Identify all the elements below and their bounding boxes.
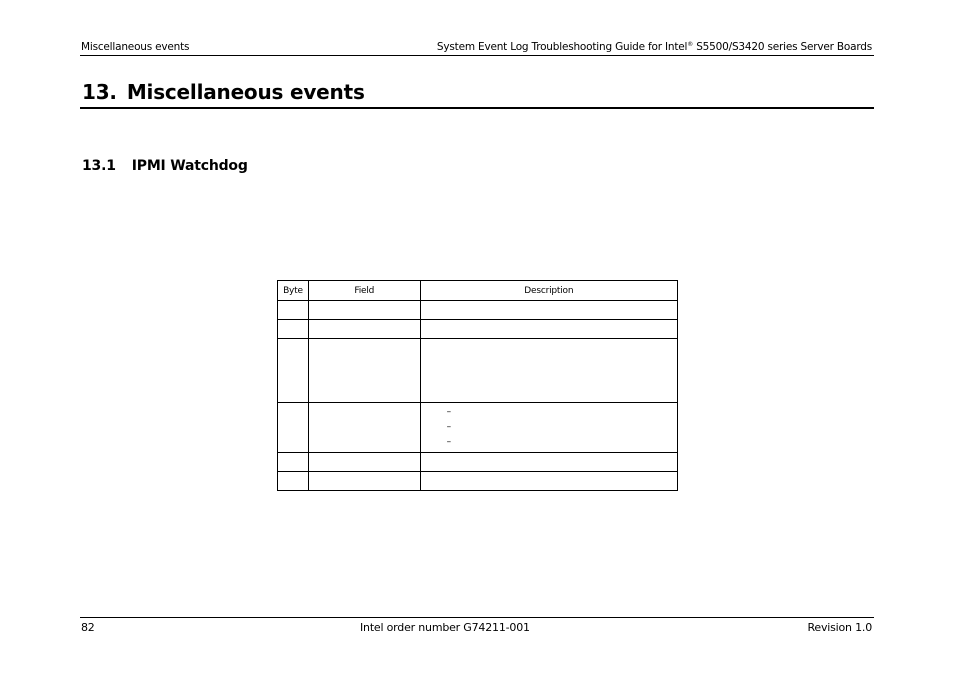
field-cell [308,320,420,339]
chapter-title: Miscellaneous events [126,80,365,104]
description-cell [420,453,677,472]
order-number: Intel order number G74211-001 [360,621,530,634]
footer-rule [80,617,874,618]
registered-mark: ® [687,41,694,48]
chapter-number: 13. [82,80,117,104]
revision: Revision 1.0 [807,621,872,634]
table-row [278,472,678,491]
chapter-heading [82,80,365,104]
dash-list-item: – [446,407,451,417]
field-cell [308,472,420,491]
field-cell [308,403,420,453]
field-cell [308,453,420,472]
byte-cell [278,403,309,453]
description-cell [420,339,677,403]
dash-list [421,405,677,450]
guide-title-suffix: S5500/S3420 series Server Boards [693,41,872,53]
description-cell [420,403,677,453]
description-cell [420,320,677,339]
table-row [278,403,678,453]
table-row [278,453,678,472]
page-number: 82 [81,621,95,634]
byte-cell [278,453,309,472]
byte-cell [278,472,309,491]
section-title: IPMI Watchdog [131,158,248,174]
byte-cell [278,339,309,403]
ipmi-watchdog-table [277,280,678,491]
table-row [278,339,678,403]
dash-list-item: – [446,437,451,447]
running-header-title [437,41,872,53]
running-header-section: Miscellaneous events [81,41,190,53]
byte-cell [278,301,309,320]
header-byte: Byte [278,281,309,301]
description-cell [420,472,677,491]
field-cell [308,339,420,403]
guide-title-prefix: System Event Log Troubleshooting Guide for Intel [436,41,688,53]
table-row [278,301,678,320]
field-cell [308,301,420,320]
table-header-row [278,281,678,301]
table-row [278,320,678,339]
dash-list-item: – [446,422,451,432]
description-cell [420,301,677,320]
header-field: Field [308,281,420,301]
header-rule [80,55,874,56]
byte-cell [278,320,309,339]
section-number: 13.1 [82,158,116,174]
header-description: Description [420,281,677,301]
section-heading [82,158,248,174]
chapter-rule [80,107,874,109]
